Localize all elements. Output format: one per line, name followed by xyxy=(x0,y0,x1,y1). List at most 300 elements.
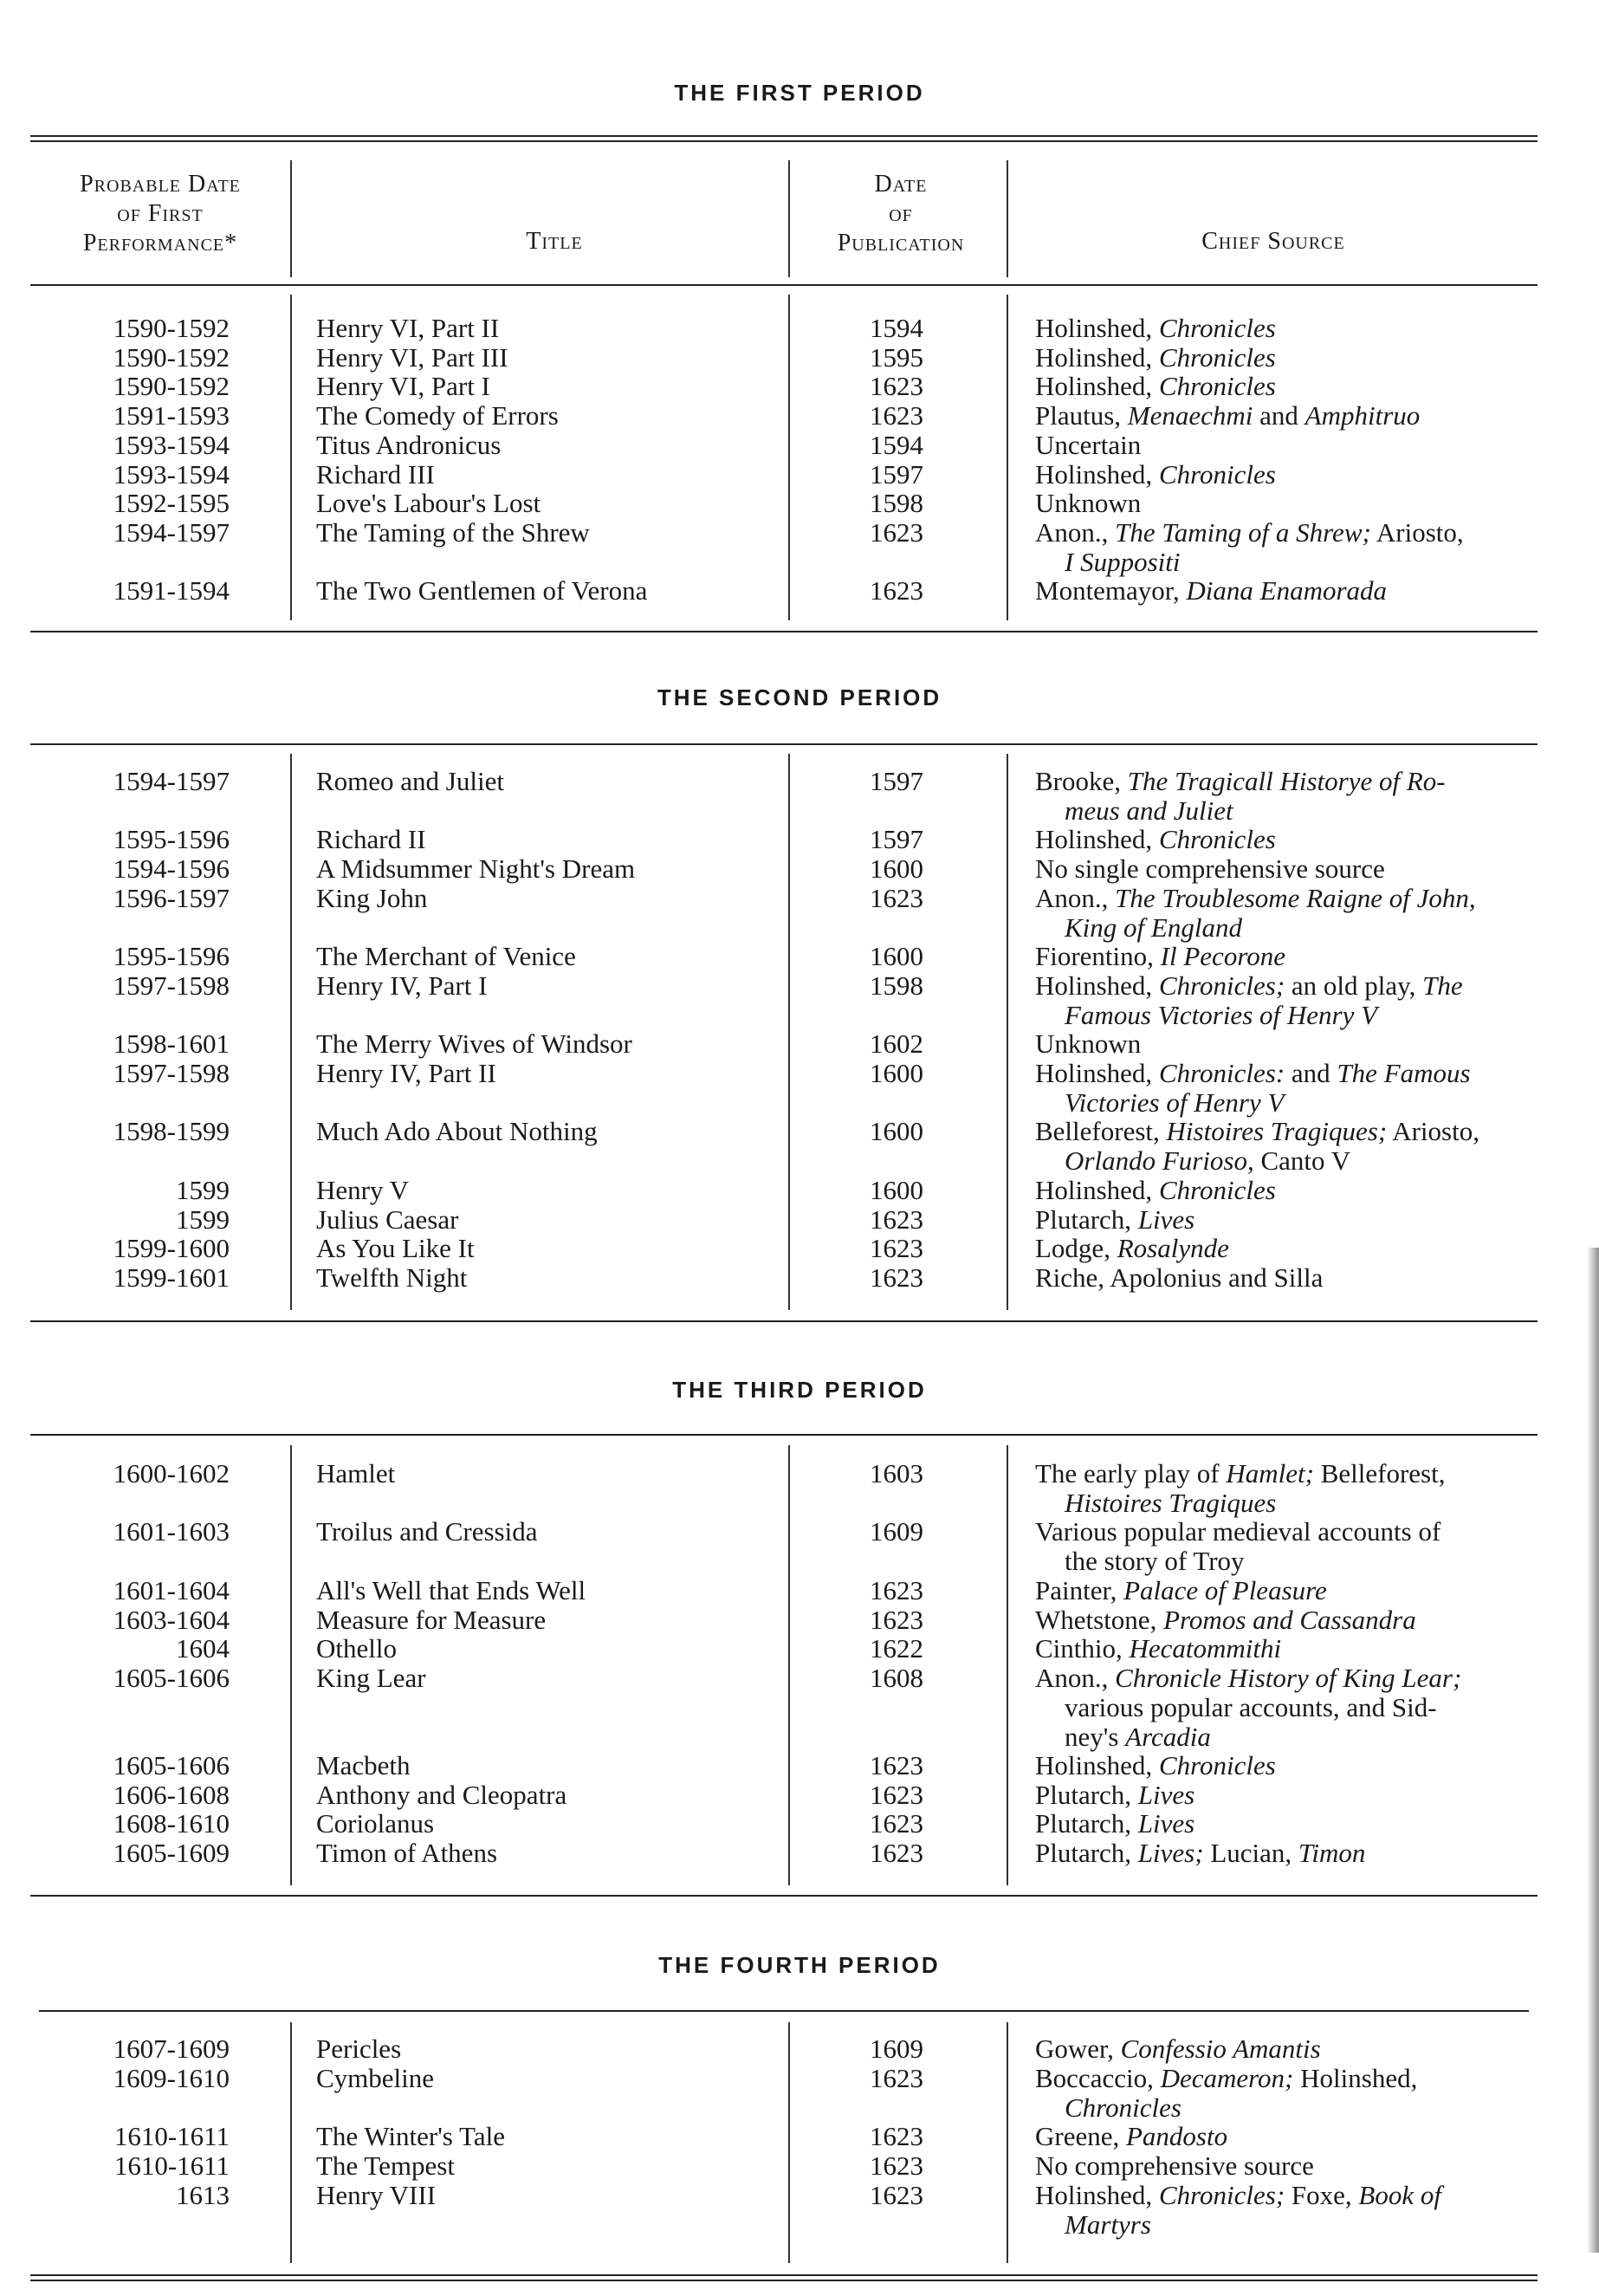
play-title: Macbeth xyxy=(316,1750,411,1780)
source-line xyxy=(1035,2093,1536,2123)
source-italic-text: Chronicles xyxy=(1158,313,1276,343)
source-italic-text: Pandosto xyxy=(1126,2121,1228,2152)
source-italic-text: Chronicles; xyxy=(1158,2179,1285,2210)
scan-edge-shadow xyxy=(1587,1248,1599,2253)
source-text: various popular accounts, and Sid- xyxy=(1065,1691,1437,1722)
top-double-rule-a xyxy=(30,135,1538,137)
source-italic-text: Diana Enamorada xyxy=(1186,575,1388,606)
source-italic-text: Chronicles xyxy=(1158,1174,1276,1205)
source-line xyxy=(1035,1693,1536,1722)
performance-date: 1600-1602 xyxy=(113,1458,230,1489)
rule-end-first xyxy=(30,631,1538,632)
play-title: Anthony and Cleopatra xyxy=(316,1779,567,1810)
publication-date: 1623 xyxy=(870,2179,923,2210)
performance-date: 1599-1601 xyxy=(113,1262,230,1293)
play-title: Romeo and Juliet xyxy=(316,766,504,796)
source-text: Plutarch, xyxy=(1035,1203,1138,1235)
source-line xyxy=(1035,1176,1536,1205)
source-text: Holinshed, xyxy=(1035,1750,1159,1780)
column-divider-2 xyxy=(788,1445,790,1885)
source-italic-text: Orlando Furioso, xyxy=(1065,1145,1254,1177)
play-title: Cymbeline xyxy=(316,2062,435,2093)
publication-date: 1608 xyxy=(870,1662,923,1693)
chief-source xyxy=(1035,825,1536,854)
source-line xyxy=(1035,518,1536,548)
performance-date: 1599 xyxy=(176,1203,230,1235)
source-line xyxy=(1035,1722,1536,1752)
play-title: The Tempest xyxy=(316,2150,455,2181)
source-text: the story of Troy xyxy=(1065,1546,1245,1577)
rule-end-third xyxy=(30,1895,1538,1897)
source-text: Gower, xyxy=(1035,2033,1121,2064)
play-title: The Merry Wives of Windsor xyxy=(316,1028,632,1060)
source-italic-text: Confessio Amantis xyxy=(1120,2033,1321,2064)
header-publication: Date of Publication xyxy=(837,171,965,256)
publication-date: 1594 xyxy=(870,313,923,343)
play-title: Pericles xyxy=(316,2033,402,2064)
publication-date: 1597 xyxy=(870,766,923,796)
publication-date: 1623 xyxy=(870,1262,923,1293)
performance-date: 1590-1592 xyxy=(113,313,230,343)
column-divider-3 xyxy=(1007,754,1008,1310)
performance-date: 1607-1609 xyxy=(113,2033,230,2064)
source-text: Various popular medieval accounts of xyxy=(1035,1516,1441,1547)
play-title: A Midsummer Night's Dream xyxy=(316,853,636,885)
source-text: Holinshed, xyxy=(1035,371,1159,402)
performance-date: 1605-1609 xyxy=(113,1838,230,1869)
publication-date: 1609 xyxy=(870,2033,923,2064)
source-line xyxy=(1035,1117,1536,1146)
chief-source xyxy=(1035,1664,1536,1752)
source-text: Holinshed, xyxy=(1035,1058,1159,1088)
source-line xyxy=(1035,460,1536,490)
source-line xyxy=(1035,1059,1536,1088)
publication-date: 1623 xyxy=(870,371,923,402)
play-title: Richard II xyxy=(316,824,426,855)
bottom-double-rule-a xyxy=(30,2274,1538,2276)
source-italic-text: Il Pecorone xyxy=(1160,941,1285,972)
source-text: Unknown xyxy=(1035,1028,1142,1060)
publication-date: 1600 xyxy=(870,853,923,885)
performance-date: 1597-1598 xyxy=(113,1058,230,1088)
source-text: Painter, xyxy=(1035,1574,1124,1605)
performance-date: 1599-1600 xyxy=(113,1233,230,1264)
play-title: The Merchant of Venice xyxy=(316,941,576,972)
chief-source xyxy=(1035,971,1536,1030)
source-italic-text: Hecatommithi xyxy=(1129,1633,1282,1664)
publication-date: 1597 xyxy=(870,458,923,490)
chief-source xyxy=(1035,1751,1536,1780)
top-double-rule-b xyxy=(30,140,1538,142)
publication-date: 1595 xyxy=(870,341,923,373)
source-italic-text: Lives xyxy=(1137,1203,1195,1235)
play-title: Othello xyxy=(316,1633,397,1664)
performance-date: 1591-1594 xyxy=(113,575,230,606)
publication-date: 1602 xyxy=(870,1028,923,1060)
source-italic-text: Hamlet; xyxy=(1226,1458,1314,1489)
source-italic-text: The Troublesome Raigne of John, xyxy=(1115,882,1476,913)
performance-date: 1591-1593 xyxy=(113,400,230,431)
source-text: Holinshed, xyxy=(1035,341,1159,373)
column-divider-1 xyxy=(290,1445,292,1885)
source-line xyxy=(1035,2151,1536,2181)
source-line xyxy=(1035,1146,1536,1176)
publication-date: 1597 xyxy=(870,824,923,855)
performance-date: 1603-1604 xyxy=(113,1604,230,1635)
play-title: Henry VIII xyxy=(316,2179,437,2210)
chief-source xyxy=(1035,314,1536,343)
chief-source xyxy=(1035,2181,1536,2240)
source-text: Ariosto, xyxy=(1370,516,1464,548)
source-italic-text: Arcadia xyxy=(1125,1721,1211,1752)
source-text: Holinshed, xyxy=(1035,1174,1159,1205)
play-title: The Comedy of Errors xyxy=(316,400,559,431)
chief-source xyxy=(1035,2122,1536,2151)
source-line xyxy=(1035,913,1536,943)
source-text: Boccaccio, xyxy=(1035,2062,1161,2093)
publication-date: 1622 xyxy=(870,1633,923,1664)
performance-date: 1605-1606 xyxy=(113,1662,230,1693)
column-divider-2 xyxy=(788,2022,790,2263)
source-text: and xyxy=(1253,400,1305,431)
chief-source xyxy=(1035,1605,1536,1635)
header-divider-1 xyxy=(290,160,292,277)
play-title: Henry VI, Part III xyxy=(316,341,508,373)
chief-source xyxy=(1035,576,1536,606)
publication-date: 1598 xyxy=(870,488,923,519)
chief-source xyxy=(1035,2034,1536,2064)
source-italic-text: The Taming of a Shrew; xyxy=(1115,516,1371,548)
source-italic-text: The Famous xyxy=(1337,1058,1471,1088)
source-italic-text: Lives xyxy=(1137,1808,1195,1839)
publication-date: 1623 xyxy=(870,516,923,548)
source-line xyxy=(1035,1263,1536,1293)
source-text: ney's xyxy=(1065,1721,1126,1752)
source-text: The early play of xyxy=(1035,1458,1227,1489)
publication-date: 1600 xyxy=(870,1116,923,1147)
performance-date: 1613 xyxy=(176,2179,230,2210)
publication-date: 1609 xyxy=(870,1516,923,1547)
source-italic-text: Martyrs xyxy=(1065,2208,1151,2240)
performance-date: 1596-1597 xyxy=(113,882,230,913)
performance-date: 1601-1603 xyxy=(113,1516,230,1547)
publication-date: 1600 xyxy=(870,1174,923,1205)
publication-date: 1623 xyxy=(870,882,923,913)
column-divider-2 xyxy=(788,754,790,1310)
source-line xyxy=(1035,825,1536,854)
chief-source xyxy=(1035,767,1536,826)
publication-date: 1623 xyxy=(870,1233,923,1264)
publication-date: 1623 xyxy=(870,1604,923,1635)
chief-source xyxy=(1035,2151,1536,2181)
publication-date: 1594 xyxy=(870,429,923,460)
source-italic-text: Amphitruo xyxy=(1304,400,1421,431)
play-title: Coriolanus xyxy=(316,1808,435,1839)
chief-source xyxy=(1035,884,1536,943)
source-line xyxy=(1035,431,1536,460)
source-line xyxy=(1035,548,1536,577)
source-text: No comprehensive source xyxy=(1035,2150,1314,2181)
source-line xyxy=(1035,854,1536,884)
performance-date: 1610-1611 xyxy=(113,2121,230,2152)
period-title-second: THE SECOND PERIOD xyxy=(657,684,942,710)
chief-source xyxy=(1035,1839,1536,1868)
performance-date: 1594-1597 xyxy=(113,516,230,548)
chief-source xyxy=(1035,1809,1536,1839)
column-divider-3 xyxy=(1007,295,1008,620)
chief-source xyxy=(1035,1517,1536,1576)
play-title: Twelfth Night xyxy=(316,1262,468,1293)
performance-date: 1593-1594 xyxy=(113,429,230,460)
performance-date: 1594-1596 xyxy=(113,853,230,885)
chief-source xyxy=(1035,1780,1536,1810)
source-text: Unknown xyxy=(1035,488,1142,519)
play-title: Henry VI, Part II xyxy=(316,313,500,343)
source-line xyxy=(1035,314,1536,343)
source-italic-text: Chronicles xyxy=(1158,1750,1276,1780)
source-text: Uncertain xyxy=(1035,429,1142,460)
performance-date: 1593-1594 xyxy=(113,458,230,490)
source-italic-text: Chronicles xyxy=(1158,458,1276,490)
chief-source xyxy=(1035,372,1536,401)
source-text: Riche, Apolonius and Silla xyxy=(1035,1262,1324,1293)
rule-start-second xyxy=(30,743,1538,745)
chief-source xyxy=(1035,401,1536,431)
publication-date: 1598 xyxy=(870,970,923,1001)
period-title-fourth: THE FOURTH PERIOD xyxy=(658,1952,941,1978)
play-title: Hamlet xyxy=(316,1458,396,1489)
source-text: Holinshed, xyxy=(1035,313,1159,343)
performance-date: 1604 xyxy=(176,1633,230,1664)
header-bottom-rule xyxy=(30,284,1538,286)
source-line xyxy=(1035,1664,1536,1693)
performance-date: 1608-1610 xyxy=(113,1808,230,1839)
source-line xyxy=(1035,1780,1536,1810)
source-line xyxy=(1035,1751,1536,1780)
performance-date: 1599 xyxy=(176,1174,230,1205)
source-text: Cinthio, xyxy=(1035,1633,1130,1664)
source-text: Canto V xyxy=(1253,1145,1351,1177)
publication-date: 1623 xyxy=(870,575,923,606)
source-italic-text: Menaechmi xyxy=(1127,400,1253,431)
performance-date: 1610-1611 xyxy=(113,2150,230,2181)
play-title: The Two Gentlemen of Verona xyxy=(316,575,648,606)
source-line xyxy=(1035,2064,1536,2093)
performance-date: 1597-1598 xyxy=(113,970,230,1001)
chief-source xyxy=(1035,1117,1536,1176)
chief-source xyxy=(1035,1263,1536,1293)
source-line xyxy=(1035,1088,1536,1118)
source-italic-text: Chronicles xyxy=(1158,341,1276,373)
source-line xyxy=(1035,343,1536,373)
source-line xyxy=(1035,1517,1536,1547)
source-italic-text: Victories of Henry V xyxy=(1065,1087,1285,1118)
source-text: Holinshed, xyxy=(1035,2179,1159,2210)
publication-date: 1623 xyxy=(870,1203,923,1235)
source-line xyxy=(1035,372,1536,401)
source-text: Holinshed, xyxy=(1035,824,1159,855)
source-text: Lodge, xyxy=(1035,1233,1117,1264)
performance-date: 1590-1592 xyxy=(113,341,230,373)
source-line xyxy=(1035,942,1536,971)
publication-date: 1623 xyxy=(870,1574,923,1605)
source-text: Holinshed, xyxy=(1035,970,1159,1001)
header-probable-date: Probable Date of First Performance* xyxy=(80,171,241,256)
header-divider-2 xyxy=(788,160,790,277)
performance-date: 1598-1599 xyxy=(113,1116,230,1147)
source-italic-text: Timon xyxy=(1298,1838,1366,1869)
performance-date: 1594-1597 xyxy=(113,766,230,796)
source-text: Brooke, xyxy=(1035,766,1128,796)
publication-date: 1600 xyxy=(870,1058,923,1088)
source-italic-text: Chronicles xyxy=(1065,2092,1181,2123)
source-line xyxy=(1035,1205,1536,1235)
publication-date: 1623 xyxy=(870,1808,923,1839)
source-italic-text: Promos and Cassandra xyxy=(1163,1604,1416,1635)
source-text: Ariosto, xyxy=(1387,1116,1479,1147)
source-text: Plutarch, xyxy=(1035,1838,1138,1869)
play-title: Measure for Measure xyxy=(316,1604,547,1635)
source-text: Holinshed, xyxy=(1035,458,1159,490)
source-text: Anon., xyxy=(1035,882,1116,913)
chief-source xyxy=(1035,460,1536,490)
source-text: Fiorentino, xyxy=(1035,941,1161,972)
source-line xyxy=(1035,796,1536,826)
rule-end-second xyxy=(30,1320,1538,1322)
source-line xyxy=(1035,2122,1536,2151)
chief-source xyxy=(1035,1576,1536,1605)
source-italic-text: Chronicles xyxy=(1158,824,1276,855)
source-text: an old play, xyxy=(1285,970,1423,1001)
source-italic-text: Famous Victories of Henry V xyxy=(1065,999,1378,1030)
source-text: Plutarch, xyxy=(1035,1808,1138,1839)
publication-date: 1623 xyxy=(870,1779,923,1810)
source-line xyxy=(1035,2034,1536,2064)
source-italic-text: Chronicles xyxy=(1158,371,1276,402)
publication-date: 1603 xyxy=(870,1458,923,1489)
source-line xyxy=(1035,1809,1536,1839)
source-line xyxy=(1035,2181,1536,2210)
source-italic-text: Lives; xyxy=(1137,1838,1204,1869)
source-line xyxy=(1035,884,1536,913)
source-line xyxy=(1035,767,1536,796)
column-divider-3 xyxy=(1007,2022,1008,2263)
chief-source xyxy=(1035,343,1536,373)
rule-start-fourth xyxy=(39,2010,1529,2012)
source-italic-text: Decameron; xyxy=(1160,2062,1294,2093)
source-italic-text: The Tragicall Historye of Ro- xyxy=(1127,766,1446,796)
source-text: Lucian, xyxy=(1203,1838,1298,1869)
chief-source xyxy=(1035,1234,1536,1263)
publication-date: 1623 xyxy=(870,2121,923,2152)
source-line xyxy=(1035,1489,1536,1518)
publication-date: 1623 xyxy=(870,400,923,431)
rule-start-third xyxy=(30,1434,1538,1436)
period-title-third: THE THIRD PERIOD xyxy=(672,1377,927,1403)
source-text: Greene, xyxy=(1035,2121,1126,2152)
source-text: Plautus, xyxy=(1035,400,1128,431)
source-italic-text: I Suppositi xyxy=(1065,546,1181,577)
column-divider-1 xyxy=(290,754,292,1310)
source-text: Montemayor, xyxy=(1035,575,1187,606)
play-title: Henry IV, Part II xyxy=(316,1058,496,1088)
performance-date: 1601-1604 xyxy=(113,1574,230,1605)
source-italic-text: Lives xyxy=(1137,1779,1195,1810)
source-text: No single comprehensive source xyxy=(1035,853,1385,885)
play-title: As You Like It xyxy=(316,1233,475,1264)
performance-date: 1595-1596 xyxy=(113,941,230,972)
source-text: Foxe, xyxy=(1285,2179,1359,2210)
play-title: Titus Andronicus xyxy=(316,429,502,460)
source-line xyxy=(1035,1029,1536,1059)
play-title: All's Well that Ends Well xyxy=(316,1574,586,1605)
play-title: The Taming of the Shrew xyxy=(316,516,590,548)
source-text: Belleforest, xyxy=(1035,1116,1167,1147)
source-line xyxy=(1035,1234,1536,1263)
source-line xyxy=(1035,401,1536,431)
source-line xyxy=(1035,1001,1536,1030)
play-title: King Lear xyxy=(316,1662,426,1693)
chief-source xyxy=(1035,854,1536,884)
header-divider-3 xyxy=(1007,160,1008,277)
publication-date: 1623 xyxy=(870,2150,923,2181)
column-divider-3 xyxy=(1007,1445,1008,1885)
source-line xyxy=(1035,1634,1536,1664)
source-line xyxy=(1035,971,1536,1001)
performance-date: 1598-1601 xyxy=(113,1028,230,1060)
period-title-first: THE FIRST PERIOD xyxy=(674,80,925,106)
source-italic-text: Book of xyxy=(1358,2179,1441,2210)
source-italic-text: Palace of Pleasure xyxy=(1123,1574,1327,1605)
performance-date: 1590-1592 xyxy=(113,371,230,402)
source-text: and xyxy=(1285,1058,1337,1088)
source-line xyxy=(1035,1459,1536,1489)
chief-source xyxy=(1035,1176,1536,1205)
bottom-double-rule-b xyxy=(30,2280,1538,2281)
chief-source xyxy=(1035,942,1536,971)
play-title: Julius Caesar xyxy=(316,1203,459,1235)
column-divider-1 xyxy=(290,2022,292,2263)
chief-source xyxy=(1035,431,1536,460)
source-italic-text: meus and Juliet xyxy=(1065,795,1233,826)
source-line xyxy=(1035,576,1536,606)
performance-date: 1592-1595 xyxy=(113,488,230,519)
play-title: Timon of Athens xyxy=(316,1838,498,1869)
column-divider-2 xyxy=(788,295,790,620)
source-italic-text: King of England xyxy=(1065,911,1242,943)
play-title: King John xyxy=(316,882,428,913)
publication-date: 1623 xyxy=(870,1750,923,1780)
publication-date: 1623 xyxy=(870,1838,923,1869)
source-italic-text: Histoires Tragiques; xyxy=(1166,1116,1388,1147)
source-italic-text: The xyxy=(1422,970,1463,1001)
chief-source xyxy=(1035,518,1536,577)
performance-date: 1606-1608 xyxy=(113,1779,230,1810)
performance-date: 1605-1606 xyxy=(113,1750,230,1780)
performance-date: 1609-1610 xyxy=(113,2062,230,2093)
chief-source xyxy=(1035,489,1536,518)
source-italic-text: Rosalynde xyxy=(1117,1233,1229,1264)
play-title: Henry IV, Part I xyxy=(316,970,488,1001)
source-italic-text: Histoires Tragiques xyxy=(1065,1488,1277,1518)
source-line xyxy=(1035,489,1536,518)
source-text: Belleforest, xyxy=(1313,1458,1446,1489)
header-chief-source: Chief Source xyxy=(1201,228,1345,255)
chief-source xyxy=(1035,1059,1536,1118)
performance-date: 1595-1596 xyxy=(113,824,230,855)
chief-source xyxy=(1035,2064,1536,2123)
play-title: Henry VI, Part I xyxy=(316,371,490,402)
